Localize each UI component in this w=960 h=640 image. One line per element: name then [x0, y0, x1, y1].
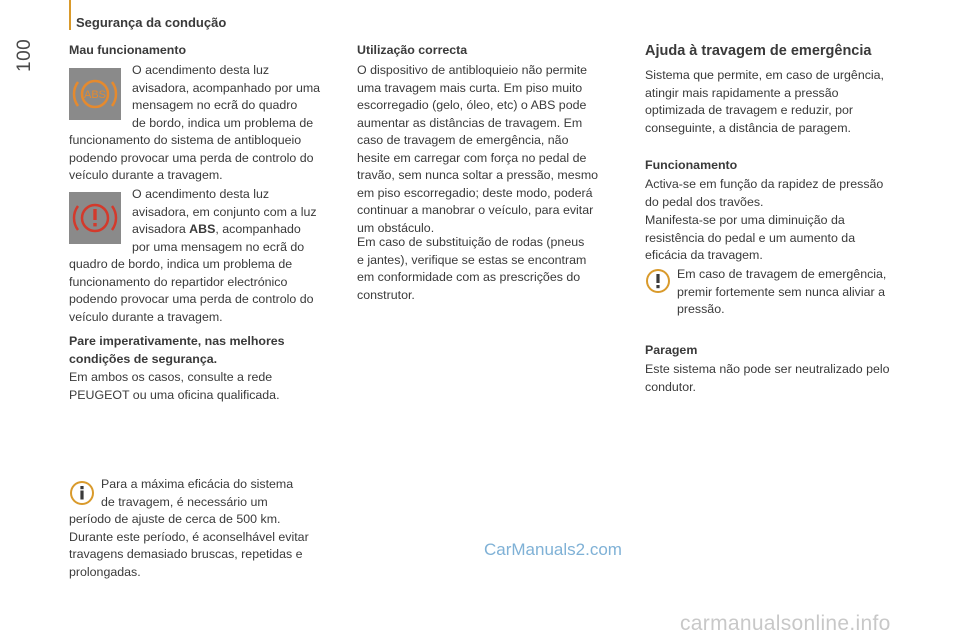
col3-intro: Sistema que permite, em caso de urgência, atingir mais rapidamente a pressão optimizada de travagem e reduzir, por conseguinte, a distância de paragem. — [645, 68, 884, 135]
col1-para2-top: O acendimento desta luz avisadora, em conjunto com a luz avisadora ABS, acompanhado por uma mensagem no ecrã do — [132, 187, 317, 254]
section-header: Segurança da condução — [76, 15, 227, 30]
col3-stop-heading: Paragem — [645, 343, 698, 357]
info-icon — [69, 480, 95, 511]
header-accent-bar — [69, 0, 71, 30]
col1-consult: Em ambos os casos, consulte a rede PEUGEOT ou uma oficina qualificada. — [69, 370, 280, 402]
col3-warn: Em caso de travagem de emergência, premir fortemente sem nunca aliviar a pressão. — [677, 267, 887, 316]
col1-bold-note: Pare imperativamente, nas melhores condições de segurança. — [69, 334, 285, 366]
footer-watermark: carmanualsonline.info — [680, 612, 891, 635]
col1-para1-rest: funcionamento do sistema de antibloqueio podendo provocar uma perda de controlo do veículo durante a travagem. — [69, 133, 314, 182]
col1-para2-rest: quadro de bordo, indica um problema de funcionamento do repartidor electrónico podendo provocar uma perda de controlo do veículo durante a travagem. — [69, 257, 314, 324]
col1-para1-top: O acendimento desta luz avisadora, acompanhado por uma mensagem no ecrã do quadro de bordo, indica um problema de — [132, 63, 321, 130]
watermark-link[interactable]: CarManuals2.com — [484, 540, 622, 559]
svg-text:ABS: ABS — [83, 89, 107, 101]
page-number: 100 — [14, 38, 35, 72]
col3-func1: Activa-se em função da rapidez de pressão do pedal dos travões. — [645, 177, 884, 209]
section-title: Ajuda à travagem de emergência — [645, 43, 872, 59]
col1-info-top: Para a máxima eficácia do sistema de travagem, é necessário um — [101, 477, 294, 509]
col2-para2: Em caso de substituição de rodas (pneus e jantes), verifique se estas se encontram em conformidade com as prescrições do construtor. — [357, 235, 587, 302]
col2-heading: Utilização correcta — [357, 43, 468, 57]
col3-func-heading: Funcionamento — [645, 158, 738, 172]
brake-warning-icon — [69, 192, 121, 244]
col1-heading: Mau funcionamento — [69, 43, 187, 57]
warning-icon — [645, 268, 671, 299]
abs-warning-icon — [69, 68, 121, 120]
col1-info-rest: período de ajuste de cerca de 500 km. Durante este período, é aconselhável evitar travagens demasiado bruscas, repetidas e prolongadas. — [69, 512, 309, 579]
col3-func2: Manifesta-se por uma diminuição da resistência do pedal e um aumento da eficácia da travagem. — [645, 213, 856, 262]
col2-para1: O dispositivo de antibloquieio não permite uma travagem mais curta. Em piso muito escorregadio (gelo, óleo, etc) o ABS pode aumentar as distâncias de travagem. Em caso de travagem de emergência, não hesite em carregar com força no pedal de travão, sem nunca soltar a pressão, mesmo em piso escorregadio; deste modo, poderá continuar a manobrar o veículo, para evitar um obstáculo. — [357, 63, 599, 235]
col3-stop: Este sistema não pode ser neutralizado pelo condutor. — [645, 362, 890, 394]
